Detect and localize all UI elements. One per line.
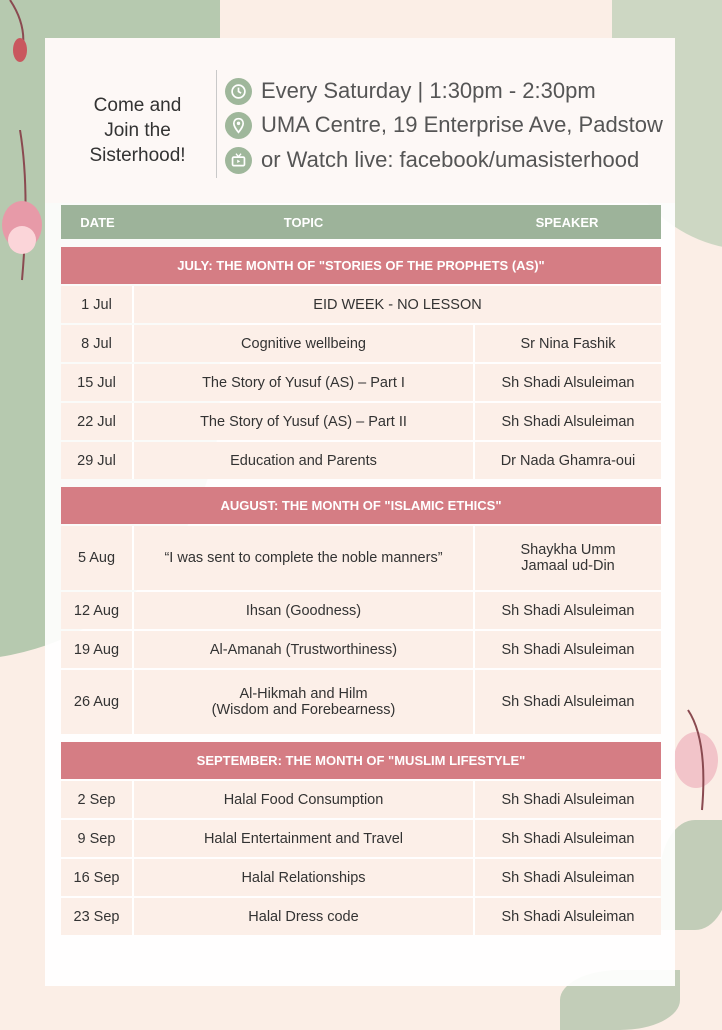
table-row (61, 325, 661, 362)
schedule-row (225, 76, 596, 106)
month-title: AUGUST: THE MONTH OF "ISLAMIC ETHICS" (61, 487, 661, 524)
row-speaker: Sh Shadi Alsuleiman (473, 670, 661, 734)
row-date: 26 Aug (61, 670, 134, 734)
row-topic: The Story of Yusuf (AS) – Part II (134, 403, 473, 440)
row-date: 8 Jul (61, 325, 134, 362)
row-topic: Halal Relationships (134, 859, 473, 896)
table-row (61, 670, 661, 734)
schedule-table (61, 203, 661, 937)
table-row (61, 781, 661, 818)
row-speaker: Sh Shadi Alsuleiman (473, 364, 661, 401)
table-row (61, 364, 661, 401)
row-date: 9 Sep (61, 820, 134, 857)
month-header-august (61, 487, 661, 524)
tagline: Come and Join the Sisterhood! (89, 95, 186, 166)
row-speaker: Sh Shadi Alsuleiman (473, 592, 661, 629)
table-row (61, 820, 661, 857)
row-speaker: Sh Shadi Alsuleiman (473, 403, 661, 440)
clock-icon (225, 78, 252, 105)
table-row (61, 286, 661, 323)
location-text: UMA Centre, 19 Enterprise Ave, Padstow (261, 112, 663, 137)
row-speaker: Sh Shadi Alsuleiman (473, 859, 661, 896)
row-date: 29 Jul (61, 442, 134, 479)
table-row (61, 631, 661, 668)
row-date: 16 Sep (61, 859, 134, 896)
watch-text: or Watch live: facebook/umasisterhood (261, 147, 640, 172)
row-speaker: Sr Nina Fashik (473, 325, 661, 362)
row-topic: The Story of Yusuf (AS) – Part I (134, 364, 473, 401)
table-row (61, 442, 661, 479)
row-topic: Cognitive wellbeing (134, 325, 473, 362)
schedule-text: Every Saturday | 1:30pm - 2:30pm (261, 78, 596, 103)
schedule-card (45, 38, 675, 986)
speaker-line: Shaykha Umm (520, 542, 616, 558)
row-date: 1 Jul (61, 286, 134, 323)
header (45, 38, 675, 203)
location-row (225, 110, 663, 140)
table-row (61, 898, 661, 935)
month-header-september (61, 742, 661, 779)
row-date: 19 Aug (61, 631, 134, 668)
row-speaker: Sh Shadi Alsuleiman (473, 781, 661, 818)
table-row (61, 859, 661, 896)
row-topic: Halal Food Consumption (134, 781, 473, 818)
speaker-line: Jamaal ud-Din (521, 558, 615, 574)
row-speaker: Dr Nada Ghamra-oui (473, 442, 661, 479)
location-pin-icon (225, 112, 252, 139)
row-date: 12 Aug (61, 592, 134, 629)
row-date: 5 Aug (61, 526, 134, 590)
row-topic: Halal Entertainment and Travel (134, 820, 473, 857)
row-topic: Education and Parents (134, 442, 473, 479)
topic-line: Al-Hikmah and Hilm (239, 686, 368, 702)
row-topic: Ihsan (Goodness) (134, 592, 473, 629)
row-topic (134, 670, 473, 734)
header-divider (216, 70, 217, 178)
row-topic: Halal Dress code (134, 898, 473, 935)
table-row (61, 526, 661, 590)
row-topic: “I was sent to complete the noble manners” (134, 526, 473, 590)
table-header-row (61, 205, 661, 239)
table-row (61, 403, 661, 440)
tv-icon (225, 147, 252, 174)
header-date: DATE (61, 205, 134, 239)
row-date: 2 Sep (61, 781, 134, 818)
header-topic: TOPIC (134, 205, 473, 239)
month-title: JULY: THE MONTH OF "STORIES OF THE PROPHETS (AS)" (61, 247, 661, 284)
watch-row (225, 145, 639, 175)
flower-decoration (668, 700, 722, 820)
table-row (61, 592, 661, 629)
month-title: SEPTEMBER: THE MONTH OF "MUSLIM LIFESTYLE" (61, 742, 661, 779)
row-speaker (473, 526, 661, 590)
row-speaker: Sh Shadi Alsuleiman (473, 898, 661, 935)
row-date: 15 Jul (61, 364, 134, 401)
row-date: 22 Jul (61, 403, 134, 440)
row-date: 23 Sep (61, 898, 134, 935)
topic-line: (Wisdom and Forebearness) (211, 702, 396, 718)
row-topic: Al-Amanah (Trustworthiness) (134, 631, 473, 668)
month-header-july (61, 247, 661, 284)
row-topic: EID WEEK - NO LESSON (134, 286, 661, 323)
row-speaker: Sh Shadi Alsuleiman (473, 820, 661, 857)
row-speaker: Sh Shadi Alsuleiman (473, 631, 661, 668)
header-speaker: SPEAKER (473, 205, 661, 239)
